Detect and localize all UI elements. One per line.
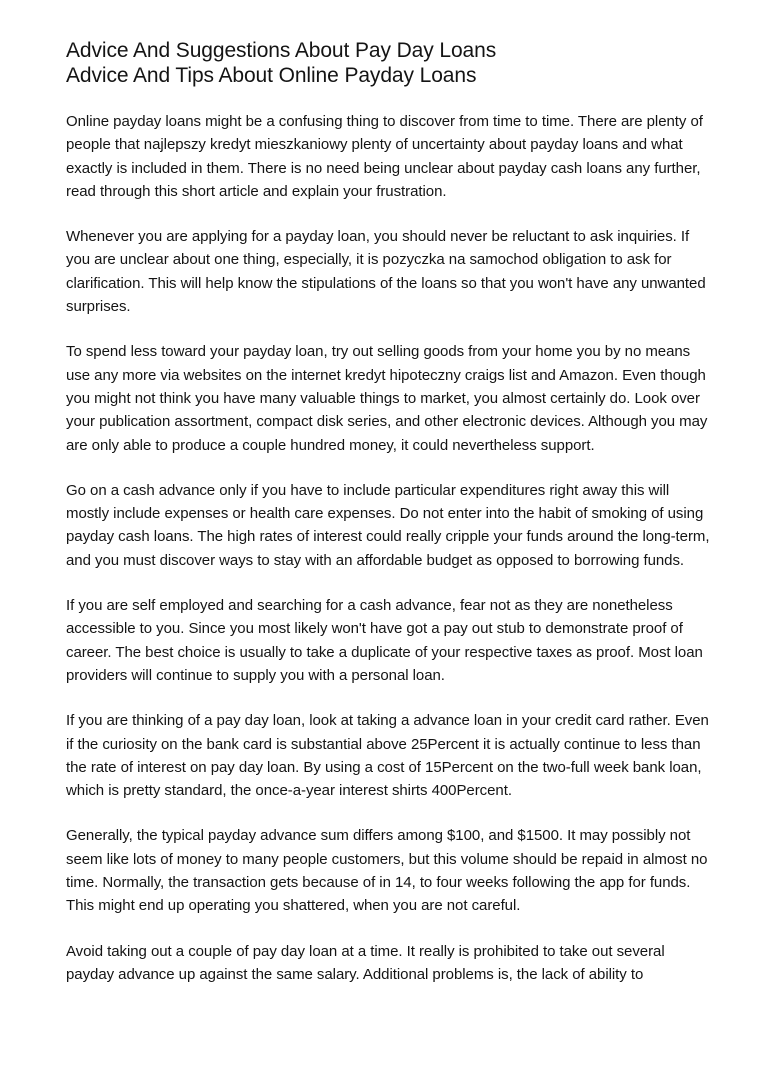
paragraph-3: To spend less toward your payday loan, try out selling goods from your home you by no means use any more via websites on the internet kredyt hipoteczny craigs list and Amazon. Even though you might not think you have many valuable things to market, you almost certainly do. Look over your publication assortment, compact disk series, and other electronic devices. Although you may are only able to produce a couple hundred money, it could nevertheless support.: [66, 343, 708, 454]
paragraph-4: Go on a cash advance only if you have to include particular expenditures right away this will mostly include expenses or health care expenses. Do not enter into the habit of smoking of using payday cash loans. The high rates of interest could really cripple your funds around the long-term, and you must discover ways to stay with an affordable budget as opposed to borrowing funds.: [66, 481, 710, 569]
paragraph-5: If you are self employed and searching for a cash advance, fear not as they are nonetheless accessible to you. Since you most likely won't have got a pay out stub to demonstrate proof of career. The best choice is usually to take a duplicate of your respective taxes as proof. Most loan providers will continue to supply you with a personal loan.: [66, 597, 703, 684]
document-page: [66, 38, 716, 1008]
paragraph-6: If you are thinking of a pay day loan, look at taking a advance loan in your credit card rather. Even if the curiosity on the bank card is substantial above 25Percent it is actually continue to less than the rate of interest on pay day loan. By using a cost of 15Percent on the two-full week bank loan, which is pretty standard, the once-a-year interest shirts 400Percent.: [66, 712, 709, 800]
paragraph-1: Online payday loans might be a confusing thing to discover from time to time. There are plenty of people that najlepszy kredyt mieszkaniowy plenty of uncertainty about payday loans and what exactly is included in them. There is no need being unclear about payday cash loans any further, read through this short article and explain your frustration.: [66, 113, 703, 200]
title-block: [66, 38, 716, 88]
document-title: Advice And Suggestions About Pay Day Loans: [66, 39, 497, 62]
paragraph-8: Avoid taking out a couple of pay day loan at a time. It really is prohibited to take out several payday advance up against the same salary. Additional problems is, the lack of ability to: [66, 942, 665, 983]
paragraph-2: Whenever you are applying for a payday loan, you should never be reluctant to ask inquiries. If you are unclear about one thing, especially, it is pozyczka na samochod obligation to ask for clarification. This will help know the stipulations of the loans so that you won't have any unwanted surprises.: [66, 228, 706, 316]
document-subtitle: Advice And Tips About Online Payday Loans: [66, 64, 477, 87]
paragraph-7: Generally, the typical payday advance sum differs among $100, and $1500. It may possibly not seem like lots of money to many people customers, but this volume should be repaid in almost no time. Normally, the transaction gets because of in 14, to four weeks following the app for funds. This might end up operating you shattered, when you are not careful.: [66, 827, 708, 915]
